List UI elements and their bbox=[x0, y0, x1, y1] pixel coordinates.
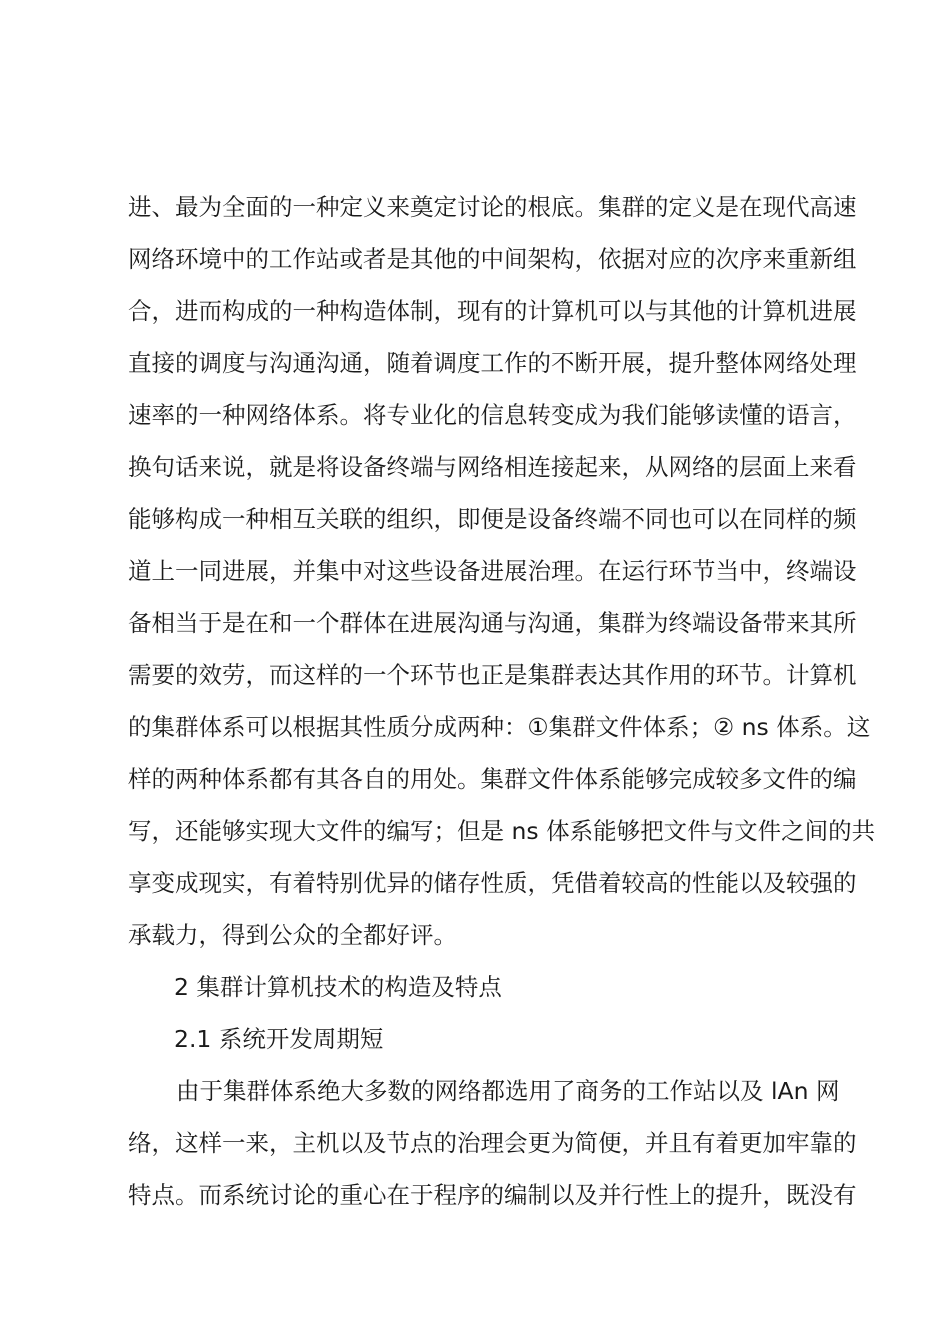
subsection-heading: 2.1 系统开发周期短 bbox=[174, 1025, 384, 1053]
text-line: 进、最为全面的一种定义来奠定讨论的根底。集群的定义是在现代高速 bbox=[128, 193, 857, 221]
text-line: 换句话来说，就是将设备终端与网络相连接起来，从网络的层面上来看 bbox=[128, 453, 857, 481]
text-line: 速率的一种网络体系。将专业化的信息转变成为我们能够读懂的语言， bbox=[128, 401, 857, 429]
text-line: 合，进而构成的一种构造体制，现有的计算机可以与其他的计算机进展 bbox=[128, 297, 857, 325]
text-line: 络，这样一来，主机以及节点的治理会更为简便，并且有着更加牢靠的 bbox=[128, 1129, 857, 1157]
text-line: 道上一同进展，并集中对这些设备进展治理。在运行环节当中，终端设 bbox=[128, 557, 857, 585]
text-line: 特点。而系统讨论的重心在于程序的编制以及并行性上的提升，既没有 bbox=[128, 1181, 857, 1209]
text-line: 享变成现实，有着特别优异的储存性质，凭借着较高的性能以及较强的 bbox=[128, 869, 857, 897]
text-line: 网络环境中的工作站或者是其他的中间架构，依据对应的次序来重新组 bbox=[128, 245, 857, 273]
section-heading: 2 集群计算机技术的构造及特点 bbox=[174, 973, 502, 1001]
text-line: 承载力，得到公众的全都好评。 bbox=[128, 921, 457, 949]
text-line: 直接的调度与沟通沟通，随着调度工作的不断开展，提升整体网络处理 bbox=[128, 349, 857, 377]
text-line: 备相当于是在和一个群体在进展沟通与沟通，集群为终端设备带来其所 bbox=[128, 609, 857, 637]
text-line: 需要的效劳，而这样的一个环节也正是集群表达其作用的环节。计算机 bbox=[128, 661, 857, 689]
text-line: 写，还能够实现大文件的编写；但是 ns 体系能够把文件与文件之间的共 bbox=[128, 817, 876, 845]
text-line: 样的两种体系都有其各自的用处。集群文件体系能够完成较多文件的编 bbox=[128, 765, 857, 793]
text-line: 的集群体系可以根据其性质分成两种：①集群文件体系；② ns 体系。这 bbox=[128, 713, 871, 741]
text-line: 能够构成一种相互关联的组织，即便是设备终端不同也可以在同样的频 bbox=[128, 505, 857, 533]
text-line: 由于集群体系绝大多数的网络都选用了商务的工作站以及 lAn 网 bbox=[176, 1077, 840, 1105]
